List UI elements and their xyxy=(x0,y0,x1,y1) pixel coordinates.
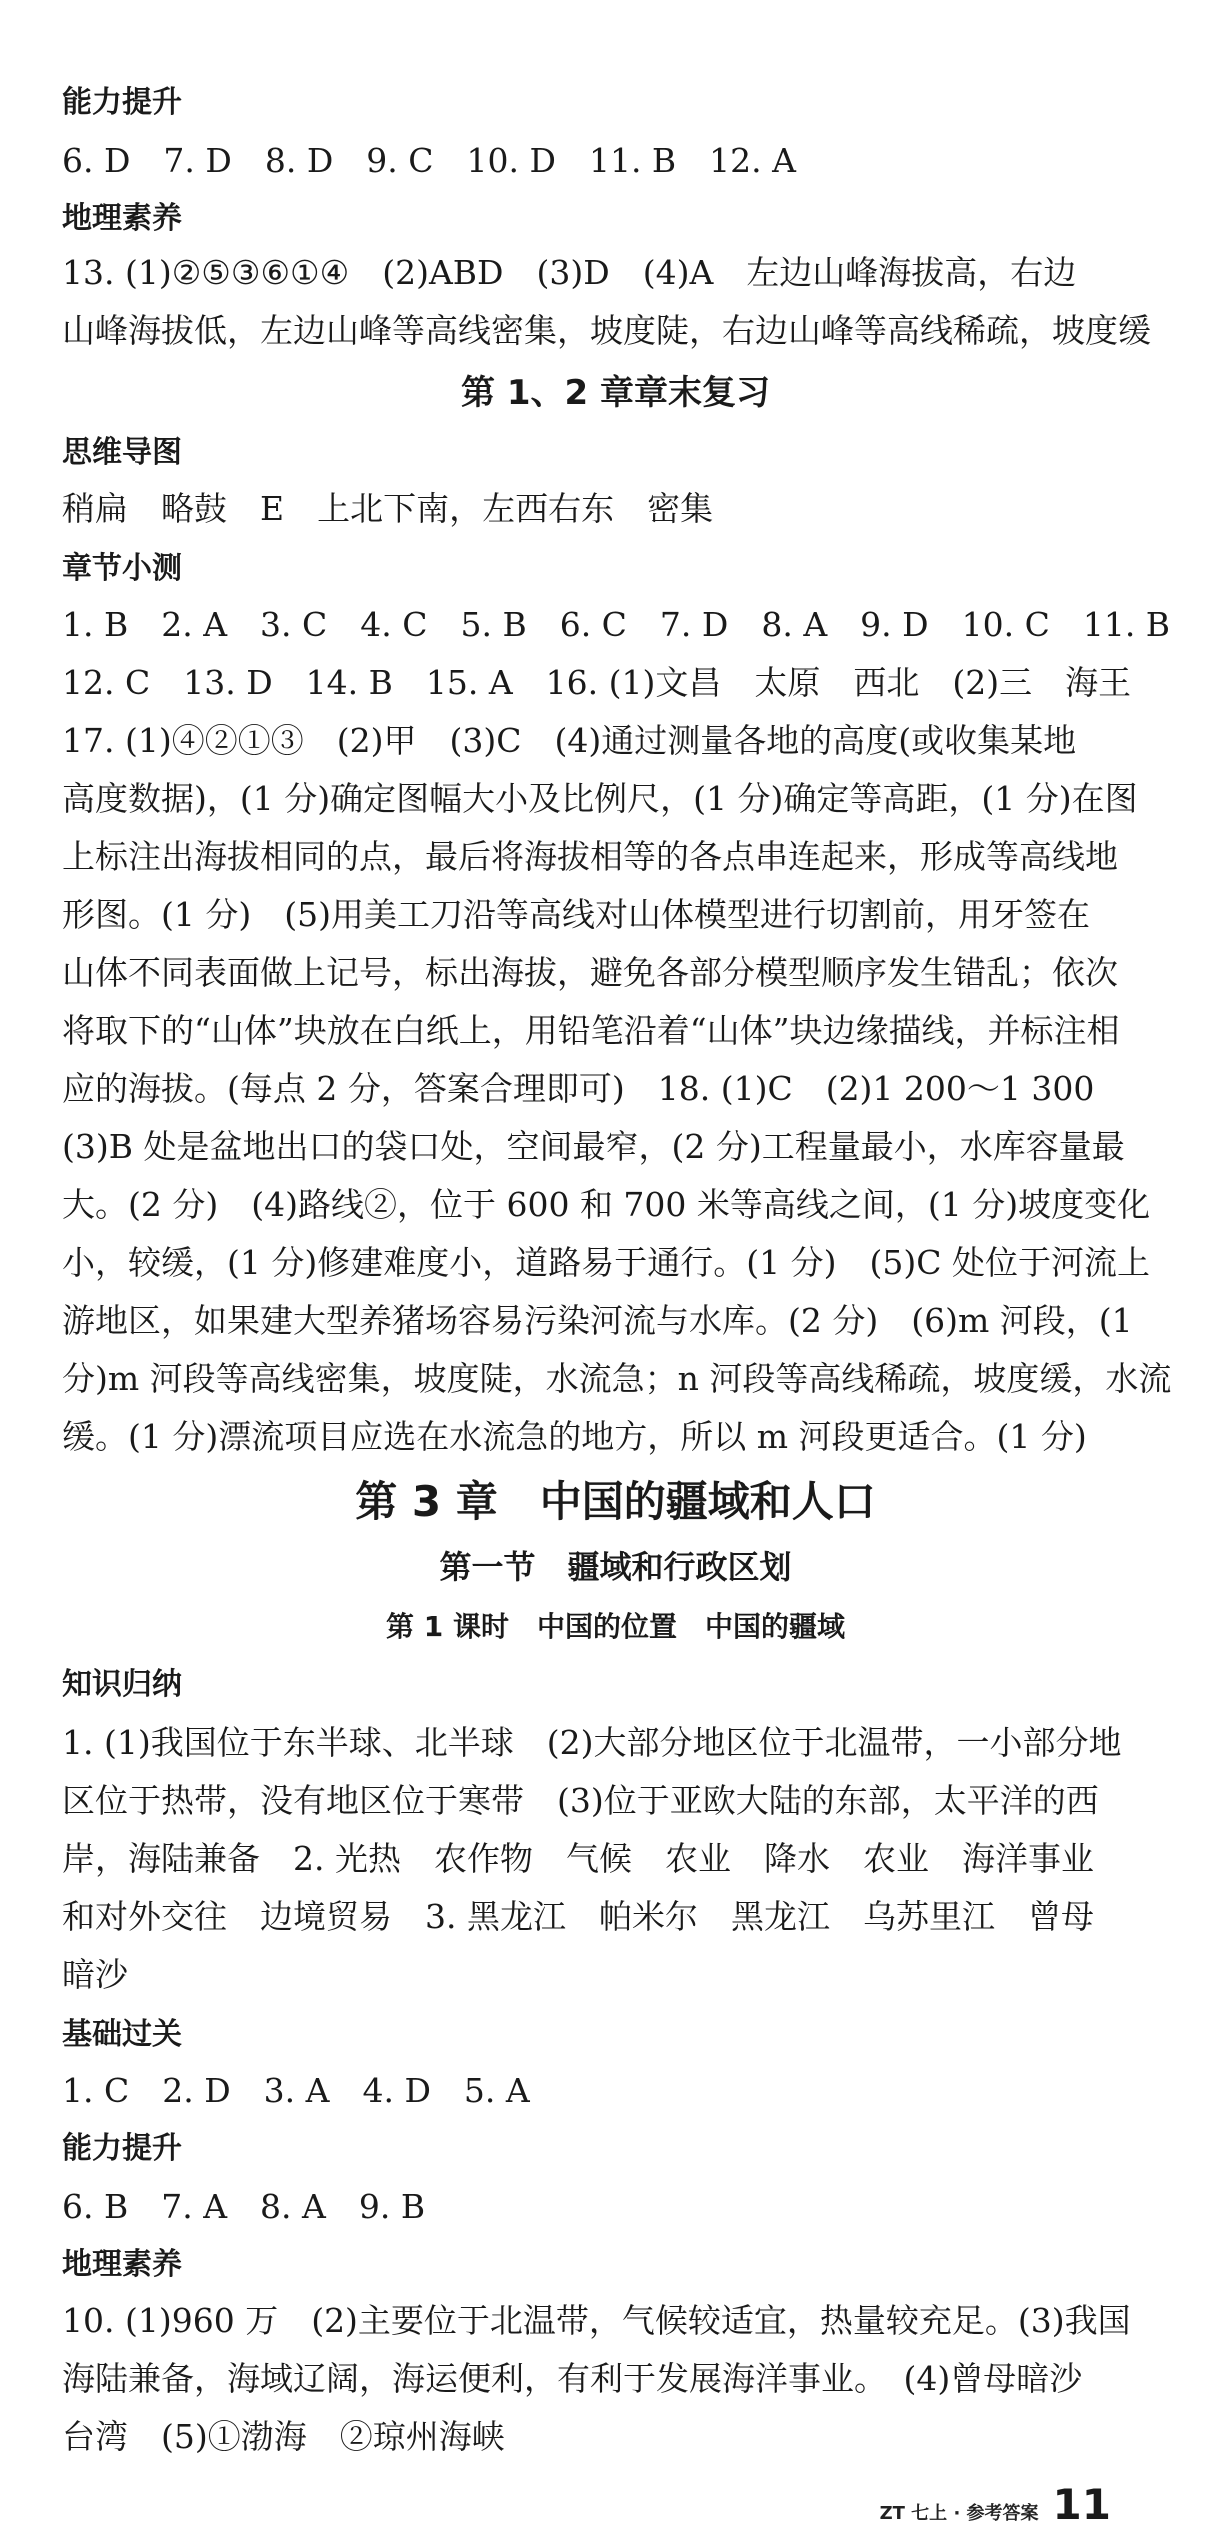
page-footer xyxy=(880,2480,1111,2529)
answer-line: 1. C 2. D 3. A 4. D 5. A xyxy=(62,2071,530,2110)
answer-line: (3)B 处是盆地出口的袋口处，空间最窄，(2 分)工程量最小，水库容量最 xyxy=(62,1127,1125,1166)
answer-line: 台湾 (5)①渤海 ②琼州海峡 xyxy=(62,2417,505,2456)
answer-line: 将取下的“山体”块放在白纸上，用铅笔沿着“山体”块边缘描线，并标注相 xyxy=(62,1011,1120,1050)
answer-line: 岸，海陆兼备 2. 光热 农作物 气候 农业 降水 农业 海洋事业 xyxy=(62,1839,1094,1878)
answer-line: 缓。(1 分)漂流项目应选在水流急的地方，所以 m 河段更适合。(1 分) xyxy=(62,1417,1087,1456)
answer-line: 6. B 7. A 8. A 9. B xyxy=(62,2187,426,2226)
footer-series-label: ZT 七上 · 参考答案 xyxy=(879,2503,1039,2524)
answer-line: 区位于热带，没有地区位于寒带 (3)位于亚欧大陆的东部，太平洋的西 xyxy=(62,1781,1099,1820)
answer-line: 13. (1)②⑤③⑥①④ (2)ABD (3)D (4)A 左边山峰海拔高，右边 xyxy=(62,253,1077,292)
answer-line: 山体不同表面做上记号，标出海拔，避免各部分模型顺序发生错乱；依次 xyxy=(62,953,1118,992)
answer-line: 12. C 13. D 14. B 15. A 16. (1)文昌 太原 西北 (2)三 海王 xyxy=(62,663,1132,702)
page-number: 11 xyxy=(1052,2480,1111,2529)
answer-line: 6. D 7. D 8. D 9. C 10. D 11. B 12. A xyxy=(62,141,796,180)
answer-line: 分)m 河段等高线密集，坡度陡，水流急；n 河段等高线稀疏，坡度缓，水流 xyxy=(62,1359,1172,1398)
chapter-title: 第 3 章 中国的疆域和人口 xyxy=(355,1477,876,1526)
answer-line: 山峰海拔低，左边山峰等高线密集，坡度陡，右边山峰等高线稀疏，坡度缓 xyxy=(62,311,1151,350)
section-label-mindmap: 思维导图 xyxy=(62,435,182,470)
answer-line: 1. (1)我国位于东半球、北半球 (2)大部分地区位于北温带，一小部分地 xyxy=(62,1723,1122,1762)
section-title: 第一节 疆域和行政区划 xyxy=(439,1548,792,1586)
answer-line: 大。(2 分) (4)路线②，位于 600 和 700 米等高线之间，(1 分)坡度变化 xyxy=(62,1185,1151,1224)
lesson-title: 第 1 课时 中国的位置 中国的疆域 xyxy=(386,1610,845,1643)
answer-line: 游地区，如果建大型养猪场容易污染河流与水库。(2 分) (6)m 河段，(1 xyxy=(62,1301,1133,1340)
answer-line: 稍扁 略鼓 E 上北下南，左西右东 密集 xyxy=(62,489,714,528)
answer-line: 上标注出海拔相同的点，最后将海拔相等的各点串连起来，形成等高线地 xyxy=(62,837,1118,876)
answer-line: 小，较缓，(1 分)修建难度小，道路易于通行。(1 分) (5)C 处位于河流上 xyxy=(62,1243,1150,1282)
answer-line: 高度数据)，(1 分)确定图幅大小及比例尺，(1 分)确定等高距，(1 分)在图 xyxy=(62,779,1138,818)
answer-line: 10. (1)960 万 (2)主要位于北温带，气候较适宜，热量较充足。(3)我国 xyxy=(62,2301,1131,2340)
answer-line: 1. B 2. A 3. C 4. C 5. B 6. C 7. D 8. A 9. D 10. C 11. B xyxy=(62,605,1171,644)
answer-line: 应的海拔。(每点 2 分，答案合理即可) 18. (1)C (2)1 200～1 300 xyxy=(62,1069,1095,1108)
answer-line: 17. (1)④②①③ (2)甲 (3)C (4)通过测量各地的高度(或收集某地 xyxy=(62,721,1077,760)
section-label-knowledge: 知识归纳 xyxy=(62,1667,182,1702)
answer-line: 形图。(1 分) (5)用美工刀沿等高线对山体模型进行切割前，用牙签在 xyxy=(62,895,1090,934)
section-label-ability: 能力提升 xyxy=(62,85,182,120)
section-label-basic: 基础过关 xyxy=(62,2017,182,2052)
answer-line: 和对外交往 边境贸易 3. 黑龙江 帕米尔 黑龙江 乌苏里江 曾母 xyxy=(62,1897,1094,1936)
section-label-geo-literacy: 地理素养 xyxy=(62,201,182,236)
section-label-ability-2: 能力提升 xyxy=(62,2131,182,2166)
answer-line: 海陆兼备，海域辽阔，海运便利，有利于发展海洋事业。 (4)曾母暗沙 xyxy=(62,2359,1083,2398)
chapter-review-title: 第 1、2 章章末复习 xyxy=(461,373,770,413)
section-label-chapter-test: 章节小测 xyxy=(62,551,182,586)
section-label-geo-literacy-2: 地理素养 xyxy=(62,2247,182,2282)
answer-line: 暗沙 xyxy=(62,1955,128,1994)
